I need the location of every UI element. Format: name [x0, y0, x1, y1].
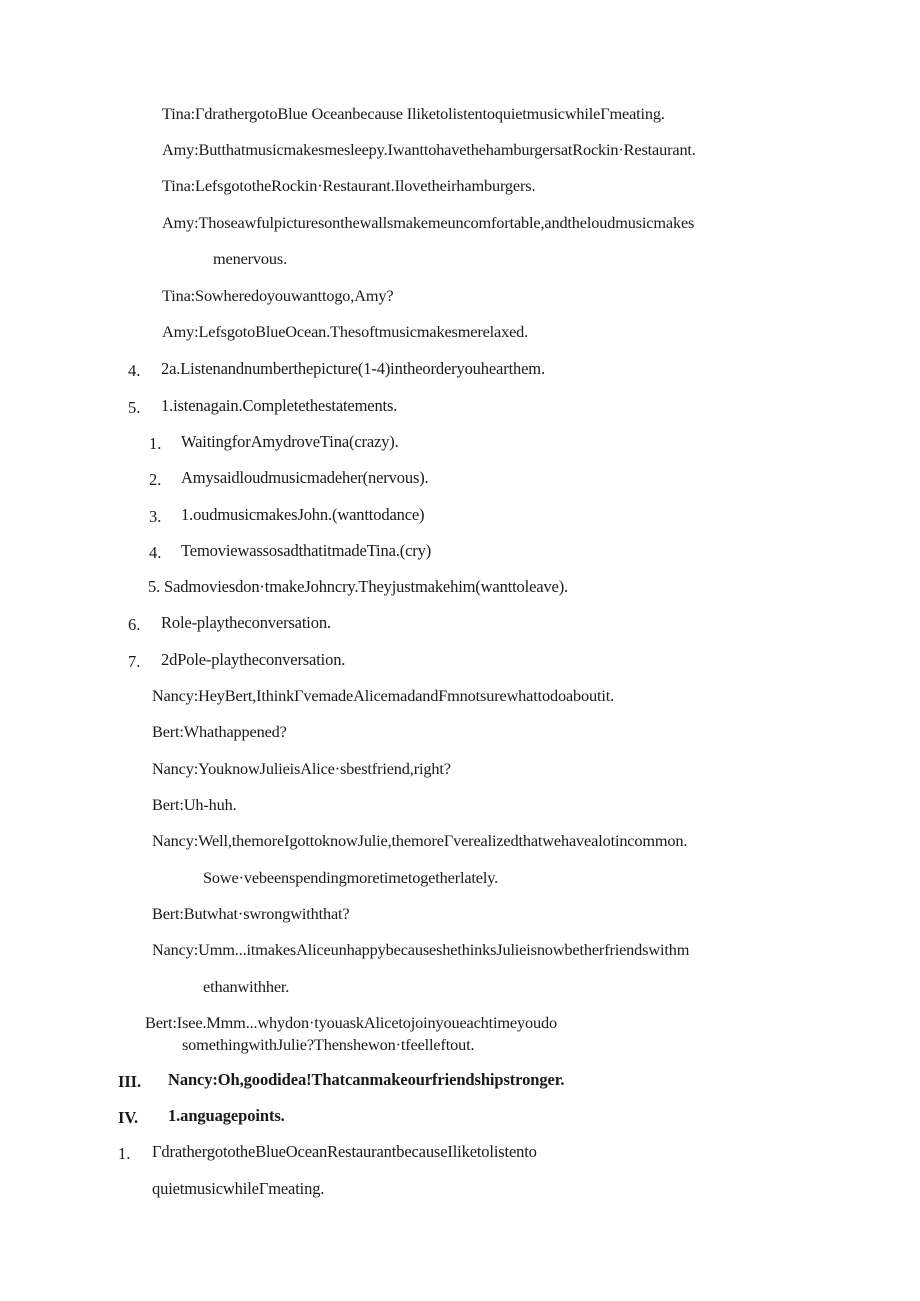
closing-list-number: 1. [118, 1144, 131, 1163]
dialog2-line-nancy-3-continued: Sowe·vebeenspendingmoretimetogetherlately. [203, 868, 499, 887]
list-number-6: 6. [128, 615, 141, 634]
closing-line-2: quietmusicwhileΓmeating. [152, 1179, 325, 1198]
dialog-line-tina-3: Tina:Sowheredoyouwanttogo,Amy? [162, 286, 394, 305]
dialog-line-amy-2: Amy:Thoseawfulpicturesonthewallsmakemeuncomfortable,andtheloudmusicmakes [162, 213, 695, 232]
sublist-item-1-text: WaitingforAmydroveTina(crazy). [181, 432, 399, 451]
dialog-line-amy-2-continued: menervous. [213, 249, 288, 268]
dialog2-line-nancy-2: Nancy:YouknowJulieisAlice·sbestfriend,right? [152, 759, 451, 778]
sublist-number-2: 2. [149, 470, 162, 489]
sublist-item-2-text: Amysaidloudmusicmadeher(nervous). [181, 468, 429, 487]
sublist-item-4-text: TemoviewassosadthatitmadeTina.(cry) [181, 541, 432, 560]
roman-item-iii-text: Nancy:Oh,goodidea!Thatcanmakeourfriendshipstronger. [168, 1070, 565, 1089]
sublist-number-4: 4. [149, 543, 162, 562]
list-item-7-text: 2dPole-playtheconversation. [161, 650, 346, 669]
sublist-number-3: 3. [149, 507, 162, 526]
list-item-4-text: 2a.Listenandnumberthepicture(1-4)intheorderyouhearthem. [161, 359, 545, 378]
closing-line-1: ΓdrathergototheBlueOceanRestaurantbecauseIliketolistento [152, 1142, 537, 1161]
dialog2-line-nancy-4: Nancy:Umm...itmakesAliceunhappybecauseshethinksJulieisnowbetherfriendswithm [152, 940, 690, 959]
roman-number-iv: IV. [118, 1108, 139, 1127]
dialog-line-tina-1: Tina:ΓdrathergotoBlue Oceanbecause IliketolistentoquietmusicwhileΓmeating. [162, 104, 665, 123]
dialog2-line-bert-4: Bert:Isee.Mmm...whydon·tyouaskAlicetojoinyoueachtimeyoudo [145, 1013, 557, 1032]
sublist-item-3-text: 1.oudmusicmakesJohn.(wanttodance) [181, 505, 425, 524]
list-number-7: 7. [128, 652, 141, 671]
dialog2-line-bert-2: Bert:Uh-huh. [152, 795, 237, 814]
dialog-line-tina-2: Tina:LefsgototheRockin·Restaurant.Ilovetheirhamburgers. [162, 176, 536, 195]
list-item-5-text: 1.istenagain.Completethestatements. [161, 396, 398, 415]
dialog2-line-nancy-3: Nancy:Well,themoreIgottoknowJulie,themoreΓverealizedthatwehavealotincommon. [152, 831, 688, 850]
dialog-line-amy-1: Amy:Butthatmusicmakesmesleepy.IwanttohavethehamburgersatRockin·Restaurant. [162, 140, 696, 159]
dialog2-line-nancy-1: Nancy:HeyBert,IthinkΓvemadeAlicemadandFmnotsurewhattodoaboutit. [152, 686, 615, 705]
dialog2-line-bert-4-continued: somethingwithJulie?Thenshewon·tfeelleftout. [182, 1035, 475, 1054]
dialog-line-amy-3: Amy:LefsgotoBlueOcean.Thesoftmusicmakesmerelaxed. [162, 322, 529, 341]
dialog2-line-bert-3: Bert:Butwhat·swrongwiththat? [152, 904, 350, 923]
roman-number-iii: III. [118, 1072, 141, 1091]
list-number-4: 4. [128, 361, 141, 380]
sublist-item-5-text: 5. Sadmoviesdon·tmakeJohncry.Theyjustmakehim(wanttoleave). [148, 577, 569, 596]
roman-item-iv-text: 1.anguagepoints. [168, 1106, 285, 1125]
list-number-5: 5. [128, 398, 141, 417]
list-item-6-text: Role-playtheconversation. [161, 613, 331, 632]
sublist-number-1: 1. [149, 434, 162, 453]
dialog2-line-bert-1: Bert:Whathappened? [152, 722, 287, 741]
dialog2-line-nancy-4-continued: ethanwithher. [203, 977, 290, 996]
